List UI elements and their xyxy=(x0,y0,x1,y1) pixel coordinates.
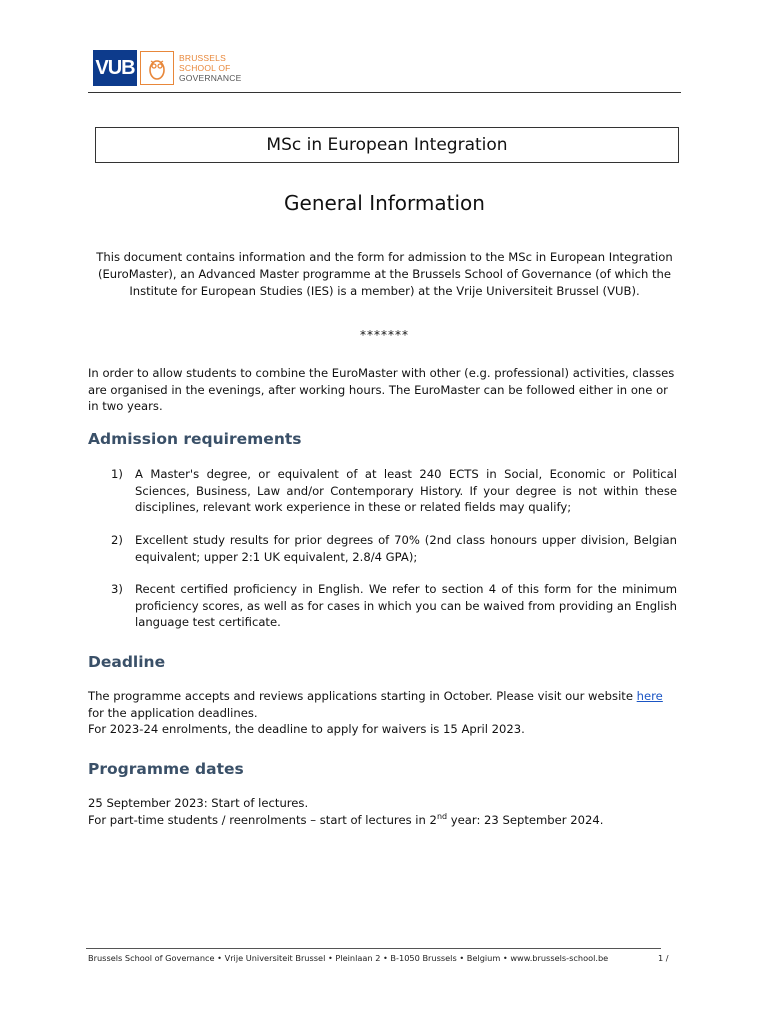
deadline-text: The programme accepts and reviews applications starting in October. Please visit our website xyxy=(88,689,637,703)
intro-paragraph: This document contains information and the form for admission to the MSc in European Integration (EuroMaster), an Advanced Master programme at the Brussels School of Governance (of which the Institute for European Studies (IES) is a member) at the Vrije Universiteit Brussel (VUB). xyxy=(96,250,673,298)
deadlines-link[interactable]: here xyxy=(636,689,663,703)
deadline-text-after: for the application deadlines. xyxy=(88,705,258,720)
page-number: 1 / xyxy=(658,953,669,963)
dates-paragraph xyxy=(88,795,681,828)
parttime-text: For part-time students / reenrolments – start of lectures in 2 xyxy=(88,812,437,827)
list-item-text: Recent certified proficiency in English. We refer to section 4 of this form for the minimum proficiency scores, as well as for cases in which you can be waived from providing an English language test certificate. xyxy=(135,582,677,629)
school-line-3: GOVERNANCE xyxy=(179,73,242,83)
list-item xyxy=(88,466,681,516)
school-line-2: SCHOOL OF xyxy=(179,63,231,73)
footer-divider xyxy=(86,948,661,949)
deadline-heading: Deadline xyxy=(88,653,166,671)
list-item xyxy=(88,581,681,631)
list-item-number: 2) xyxy=(111,533,123,547)
list-item-text: A Master's degree, or equivalent of at least 240 ECTS in Social, Economic or Political Sciences, Business, Law and/or Contemporary History. If your degree is not within these disciplines, relevant work experience in these or related fields may qualify; xyxy=(135,467,677,514)
ordinal-suffix: nd xyxy=(436,811,448,821)
owl-icon xyxy=(140,51,174,85)
parttime-start xyxy=(88,813,603,827)
school-line-1: BRUSSELS xyxy=(179,53,226,63)
parttime-text-after: year: 23 September 2024. xyxy=(447,812,604,827)
school-name xyxy=(179,53,241,83)
vub-bsog-logo xyxy=(93,49,241,87)
list-item xyxy=(88,532,681,565)
list-item-text: Excellent study results for prior degrees of 70% (2nd class honours upper division, Belgian equivalent; upper 2:1 UK equivalent, 2.8/4 GPA); xyxy=(135,533,677,564)
dates-heading: Programme dates xyxy=(88,760,244,778)
header-divider xyxy=(88,92,681,93)
deadline-paragraph xyxy=(88,688,681,738)
page-heading: General Information xyxy=(284,191,485,215)
list-item-number: 1) xyxy=(111,467,123,481)
document-title: MSc in European Integration xyxy=(95,127,679,163)
overview-paragraph: In order to allow students to combine the EuroMaster with other (e.g. professional) activities, classes are organised in the evenings, after working hours. The EuroMaster can be followed either in one or in two years. xyxy=(88,366,675,413)
admission-heading: Admission requirements xyxy=(88,430,302,448)
list-item-number: 3) xyxy=(111,582,123,596)
footer-address: Brussels School of Governance • Vrije Universiteit Brussel • Pleinlaan 2 • B-1050 Brussels • Belgium • www.brussels-school.be xyxy=(88,953,609,963)
waiver-deadline: For 2023-24 enrolments, the deadline to apply for waivers is 15 April 2023. xyxy=(88,722,525,736)
separator: ******* xyxy=(360,328,409,342)
vub-logo-mark: VUB xyxy=(93,50,137,86)
lectures-start: 25 September 2023: Start of lectures. xyxy=(88,796,309,810)
